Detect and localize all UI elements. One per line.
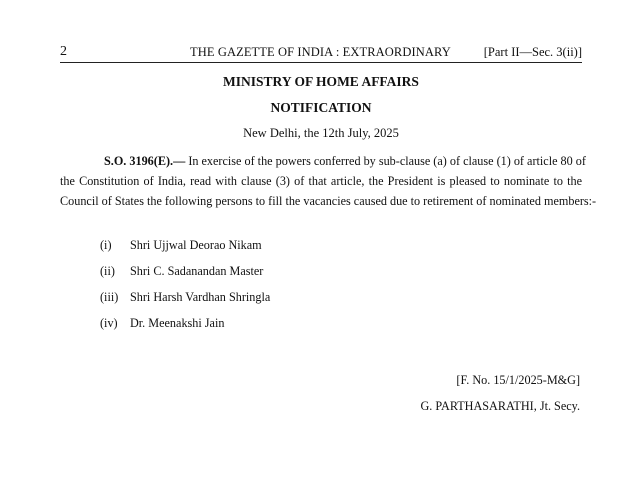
file-number: [F. No. 15/1/2025-M&G] [456, 373, 580, 387]
body-line-1 [60, 151, 586, 171]
item-number: (iv) [100, 316, 118, 330]
notification-body [60, 151, 597, 211]
order-reference: S.O. 3196(E).— [104, 154, 186, 168]
nominee-name: Dr. Meenakshi Jain [130, 316, 225, 330]
item-number: (iii) [100, 290, 119, 304]
nominee-name: Shri C. Sadanandan Master [130, 264, 264, 278]
gazette-title: THE GAZETTE OF INDIA : EXTRAORDINARY [190, 45, 451, 59]
nominee-name: Shri Ujjwal Deorao Nikam [130, 238, 262, 252]
page-number: 2 [60, 44, 67, 59]
body-line-3: Council of States the following persons to fill the vacancies caused due to retirement of nominated members:- [60, 194, 597, 208]
signatory: G. PARTHASARATHI, Jt. Secy. [420, 399, 580, 413]
item-number: (i) [100, 238, 112, 252]
part-section: [Part II—Sec. 3(ii)] [483, 45, 582, 59]
ministry-heading: MINISTRY OF HOME AFFAIRS [223, 74, 419, 89]
item-number: (ii) [100, 264, 115, 278]
nominee-name: Shri Harsh Vardhan Shringla [130, 290, 271, 304]
header-rule [60, 62, 582, 63]
notification-heading: NOTIFICATION [270, 100, 372, 115]
page-header [60, 44, 582, 62]
body-line-2: the Constitution of India, read with clause (3) of that article, the President is pleased to nominate to the [60, 174, 582, 188]
body-line-1-text: In exercise of the powers conferred by sub-clause (a) of clause (1) of article 80 of [188, 154, 586, 168]
place-date: New Delhi, the 12th July, 2025 [243, 126, 399, 140]
